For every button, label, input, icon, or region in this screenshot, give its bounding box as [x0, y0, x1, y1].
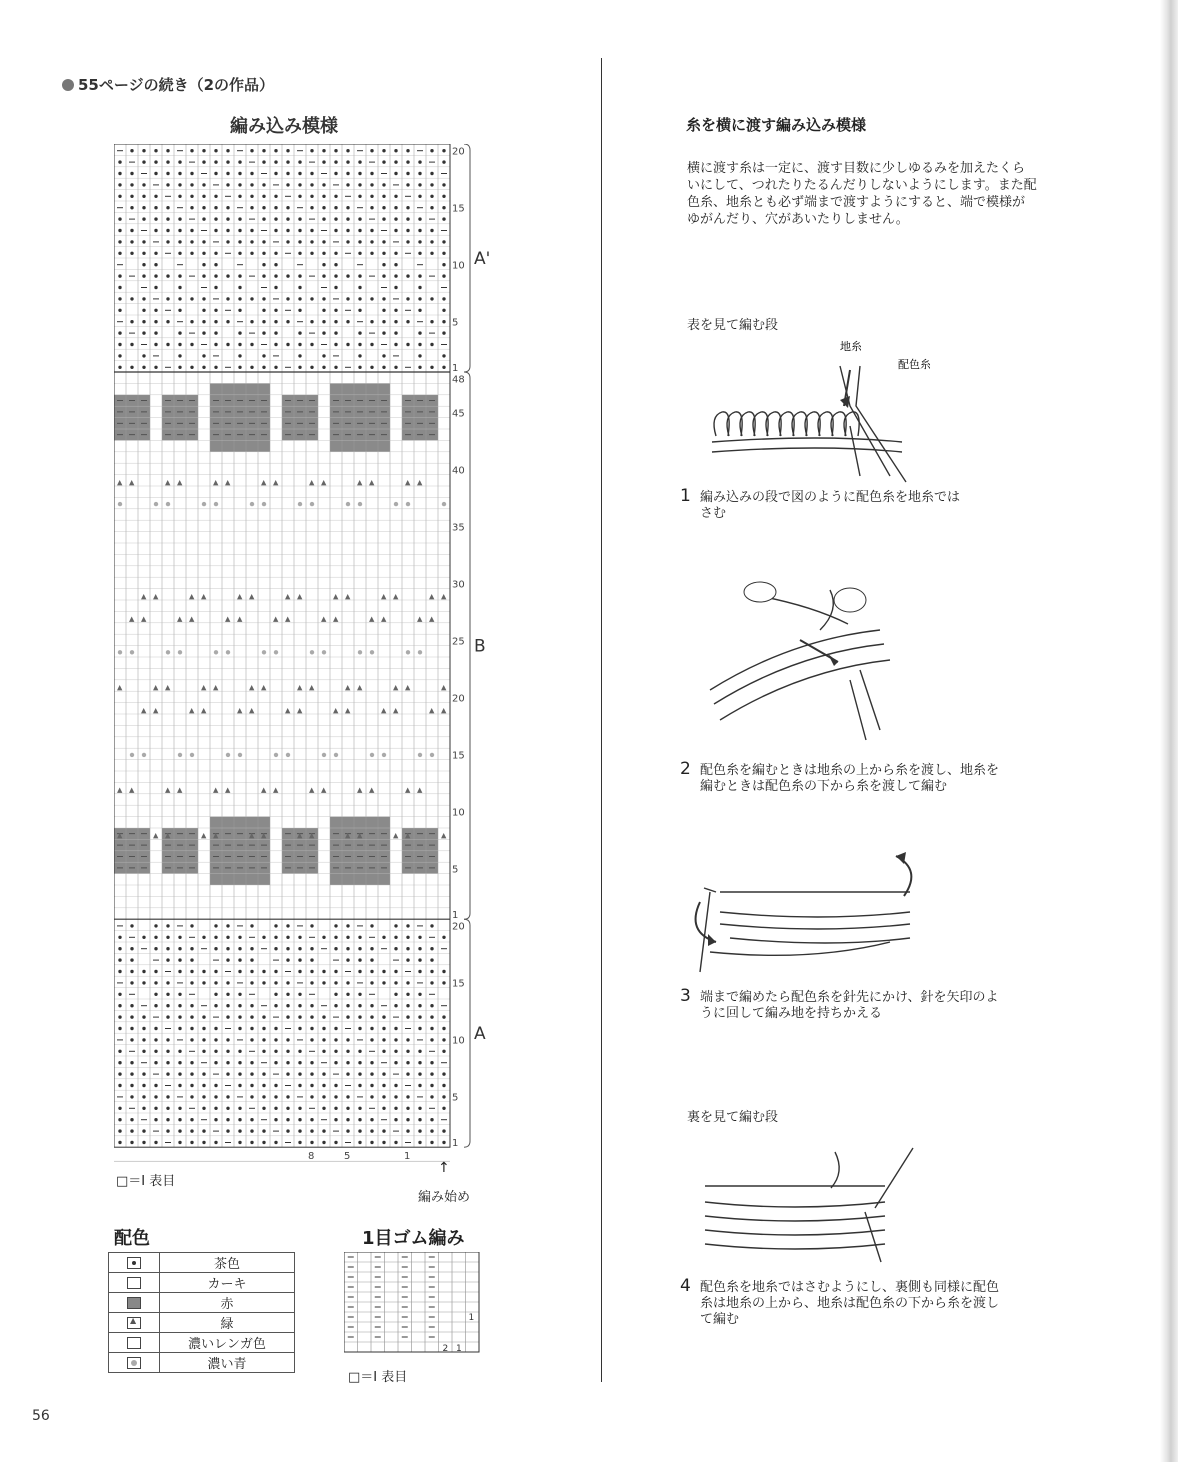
- label-ground: 地糸: [840, 340, 862, 353]
- color-name: カーキ: [160, 1273, 295, 1293]
- front-rows-heading: 表を見て編む段: [687, 318, 779, 333]
- svg-text:▲: ▲: [441, 831, 447, 840]
- svg-text:▲: ▲: [261, 478, 267, 487]
- svg-text:▲: ▲: [249, 831, 255, 840]
- svg-text:▲: ▲: [345, 706, 351, 715]
- svg-text:▲: ▲: [225, 615, 231, 624]
- row-number: 15: [452, 750, 465, 762]
- svg-text:▲: ▲: [417, 478, 423, 487]
- step-text: 端まで編めたら配色糸を針先にかけ、針を矢印のように回して編み地を持ちかえる: [700, 990, 999, 1021]
- row-number: 20: [452, 921, 465, 933]
- step-number: 2: [680, 759, 691, 779]
- rib-chart: [344, 1252, 494, 1358]
- svg-text:▲: ▲: [273, 478, 279, 487]
- illustration-step4: [695, 1142, 925, 1272]
- row-number: 35: [452, 522, 465, 534]
- svg-text:▲: ▲: [441, 706, 447, 715]
- svg-text:▲: ▲: [273, 615, 279, 624]
- start-label: 編み始め: [418, 1190, 471, 1205]
- svg-text:▲: ▲: [357, 831, 363, 840]
- step-text: 編み込みの段で図のように配色糸を地糸ではさむ: [700, 490, 961, 521]
- svg-text:▲: ▲: [165, 786, 171, 795]
- row-number: 1: [452, 363, 459, 374]
- svg-text:▲: ▲: [429, 592, 435, 601]
- step-number: 1: [680, 486, 691, 506]
- continuation-header: [62, 74, 274, 95]
- svg-text:▲: ▲: [333, 706, 339, 715]
- svg-text:▲: ▲: [309, 831, 315, 840]
- svg-text:▲: ▲: [309, 786, 315, 795]
- svg-text:▲: ▲: [285, 592, 291, 601]
- label-color: 配色糸: [898, 358, 931, 371]
- svg-text:▲: ▲: [381, 615, 387, 624]
- svg-text:▲: ▲: [345, 592, 351, 601]
- svg-text:▲: ▲: [177, 615, 183, 624]
- colors-title: 配色: [114, 1228, 150, 1249]
- column-number: 1: [404, 1151, 411, 1163]
- svg-text:▲: ▲: [369, 615, 375, 624]
- svg-text:▲: ▲: [141, 592, 147, 601]
- grey-fill-icon: [127, 1297, 141, 1309]
- svg-text:▲: ▲: [297, 706, 303, 715]
- svg-text:▲: ▲: [405, 683, 411, 692]
- svg-text:▲: ▲: [249, 683, 255, 692]
- svg-text:▲: ▲: [285, 615, 291, 624]
- bullet-icon: [62, 79, 74, 91]
- svg-text:▲: ▲: [153, 831, 159, 840]
- divider: [601, 58, 602, 1382]
- color-name: 濃いレンガ色: [160, 1333, 295, 1353]
- svg-text:▲: ▲: [249, 706, 255, 715]
- section-label: A: [474, 1024, 486, 1045]
- rib-row-number: 1: [468, 1313, 475, 1323]
- color-symbol: [109, 1273, 160, 1293]
- svg-text:▲: ▲: [405, 831, 411, 840]
- svg-text:▲: ▲: [345, 683, 351, 692]
- svg-text:▲: ▲: [333, 592, 339, 601]
- right-title: 糸を横に渡す編み込み模様: [686, 116, 867, 134]
- chart-title: 編み込み模様: [230, 116, 338, 137]
- row-number: 40: [452, 465, 465, 477]
- color-name: 茶色: [160, 1253, 295, 1273]
- color-symbol: [109, 1313, 160, 1333]
- color-row: [109, 1353, 295, 1373]
- column-number: 5: [344, 1151, 351, 1163]
- svg-text:▲: ▲: [429, 706, 435, 715]
- color-row: [109, 1253, 295, 1273]
- illustration-step3: [690, 852, 930, 982]
- color-name: 緑: [160, 1313, 295, 1333]
- svg-text:▲: ▲: [141, 615, 147, 624]
- step-number: 4: [680, 1276, 691, 1296]
- column-number: 8: [308, 1151, 315, 1163]
- svg-text:▲: ▲: [201, 831, 207, 840]
- svg-text:▲: ▲: [213, 478, 219, 487]
- color-symbol: [109, 1253, 160, 1273]
- svg-text:▲: ▲: [321, 786, 327, 795]
- blank-square-icon: [127, 1337, 141, 1349]
- color-name: 濃い青: [160, 1353, 295, 1373]
- color-row: [109, 1293, 295, 1313]
- symbol-legend: □＝Ⅰ 表目: [116, 1174, 176, 1189]
- svg-text:▲: ▲: [237, 615, 243, 624]
- triangle-icon: [127, 1317, 141, 1329]
- svg-text:▲: ▲: [177, 478, 183, 487]
- row-number: 1: [452, 1138, 459, 1150]
- color-symbol: [109, 1333, 160, 1353]
- row-number: 10: [452, 1035, 465, 1047]
- svg-text:▲: ▲: [357, 478, 363, 487]
- svg-text:▲: ▲: [321, 478, 327, 487]
- color-row: [109, 1333, 295, 1353]
- svg-text:▲: ▲: [441, 592, 447, 601]
- svg-text:▲: ▲: [225, 786, 231, 795]
- svg-text:▲: ▲: [393, 831, 399, 840]
- svg-text:▲: ▲: [345, 831, 351, 840]
- rib-column-number: 1: [456, 1344, 462, 1354]
- svg-text:▲: ▲: [117, 478, 123, 487]
- row-number: 20: [452, 146, 465, 158]
- back-rows-heading: 裏を見て編む段: [687, 1110, 779, 1125]
- svg-text:▲: ▲: [213, 683, 219, 692]
- svg-text:▲: ▲: [249, 592, 255, 601]
- svg-text:▲: ▲: [261, 831, 267, 840]
- svg-text:▲: ▲: [153, 683, 159, 692]
- svg-text:▲: ▲: [297, 831, 303, 840]
- step-2: [680, 759, 1000, 795]
- svg-text:▲: ▲: [297, 592, 303, 601]
- illustration-step2: [700, 570, 920, 750]
- svg-text:▲: ▲: [141, 706, 147, 715]
- illustration-front: [700, 336, 940, 486]
- svg-text:▲: ▲: [129, 478, 135, 487]
- row-number: 20: [452, 693, 465, 705]
- svg-text:▲: ▲: [189, 706, 195, 715]
- svg-text:▲: ▲: [309, 478, 315, 487]
- svg-text:▲: ▲: [117, 786, 123, 795]
- svg-text:▲: ▲: [393, 706, 399, 715]
- step-text: 配色糸を地糸ではさむようにし、裏側も同様に配色糸は地糸の上から、地糸は配色糸の下から糸を渡して編む: [700, 1280, 1000, 1327]
- svg-text:▲: ▲: [417, 615, 423, 624]
- svg-text:▲: ▲: [129, 615, 135, 624]
- svg-text:▲: ▲: [189, 615, 195, 624]
- row-number: 10: [452, 260, 465, 272]
- rib-column-number: 2: [442, 1344, 449, 1354]
- svg-text:▲: ▲: [369, 478, 375, 487]
- blue-dot-icon: [127, 1357, 141, 1369]
- color-name: 赤: [160, 1293, 295, 1313]
- svg-text:▲: ▲: [369, 786, 375, 795]
- page-number: 56: [32, 1408, 50, 1424]
- svg-text:▲: ▲: [237, 592, 243, 601]
- row-number: 10: [452, 807, 465, 819]
- svg-text:▲: ▲: [357, 786, 363, 795]
- row-number: 1: [452, 910, 459, 922]
- svg-text:▲: ▲: [165, 478, 171, 487]
- svg-text:▲: ▲: [201, 683, 207, 692]
- knit-chart: [114, 144, 514, 1168]
- svg-text:▲: ▲: [261, 683, 267, 692]
- rib-grid: [344, 1252, 494, 1354]
- row-number: 15: [452, 203, 465, 215]
- blank-square-icon: [127, 1277, 141, 1289]
- svg-text:▲: ▲: [333, 615, 339, 624]
- svg-text:▲: ▲: [261, 786, 267, 795]
- colors-table: [108, 1252, 295, 1373]
- page-edge: [1160, 0, 1178, 1462]
- step-1: [680, 486, 961, 522]
- svg-text:▲: ▲: [429, 615, 435, 624]
- row-number: 5: [452, 1092, 459, 1104]
- svg-text:▲: ▲: [237, 706, 243, 715]
- section-label: B: [474, 636, 486, 657]
- svg-text:▲: ▲: [405, 478, 411, 487]
- svg-text:▲: ▲: [117, 831, 123, 840]
- svg-text:▲: ▲: [417, 786, 423, 795]
- svg-text:▲: ▲: [129, 786, 135, 795]
- rib-title: 1目ゴム編み: [362, 1228, 465, 1249]
- svg-text:▲: ▲: [177, 786, 183, 795]
- svg-text:▲: ▲: [393, 683, 399, 692]
- chart-grid: [114, 144, 514, 1164]
- svg-text:▲: ▲: [225, 478, 231, 487]
- color-symbol: [109, 1353, 160, 1373]
- color-row: [109, 1273, 295, 1293]
- step-text: 配色糸を編むときは地糸の上から糸を渡し、地糸を編むときは配色糸の下から糸を渡して編む: [700, 763, 1000, 794]
- svg-text:▲: ▲: [117, 683, 123, 692]
- row-number: 45: [452, 408, 465, 420]
- svg-text:▲: ▲: [273, 786, 279, 795]
- svg-text:▲: ▲: [381, 592, 387, 601]
- svg-text:▲: ▲: [201, 592, 207, 601]
- svg-text:▲: ▲: [165, 831, 171, 840]
- svg-text:▲: ▲: [213, 786, 219, 795]
- color-symbol: [109, 1293, 160, 1313]
- row-number: 25: [452, 636, 465, 648]
- step-4: [680, 1276, 1000, 1328]
- svg-text:▲: ▲: [201, 706, 207, 715]
- svg-text:▲: ▲: [189, 592, 195, 601]
- svg-text:▲: ▲: [297, 683, 303, 692]
- svg-text:▲: ▲: [321, 615, 327, 624]
- svg-text:▲: ▲: [381, 706, 387, 715]
- arrow-up-icon: ↑: [438, 1160, 450, 1176]
- row-number: 30: [452, 579, 465, 591]
- right-body: 横に渡す糸は一定に、渡す目数に少しゆるみを加えたくらいにして、つれたりたるんだりしないようにします。また配色糸、地糸とも必ず端まで渡すようにすると、端で模様がゆがんだり、穴があいたりしません。: [687, 161, 1037, 227]
- step-number: 3: [680, 986, 691, 1006]
- continuation-text: 55ページの続き（2の作品）: [78, 76, 275, 94]
- svg-text:▲: ▲: [165, 683, 171, 692]
- color-row: [109, 1313, 295, 1333]
- svg-text:▲: ▲: [153, 592, 159, 601]
- rib-symbol-legend: □＝Ⅰ 表目: [348, 1370, 408, 1385]
- row-number: 48: [452, 374, 465, 386]
- brown-dot-icon: [127, 1257, 141, 1269]
- svg-text:▲: ▲: [285, 706, 291, 715]
- svg-text:▲: ▲: [405, 786, 411, 795]
- svg-text:▲: ▲: [213, 831, 219, 840]
- row-number: 15: [452, 978, 465, 990]
- svg-text:▲: ▲: [393, 592, 399, 601]
- step-3: [680, 986, 1000, 1022]
- row-number: 5: [452, 317, 459, 329]
- svg-text:▲: ▲: [441, 683, 447, 692]
- svg-text:▲: ▲: [357, 683, 363, 692]
- svg-text:▲: ▲: [309, 683, 315, 692]
- svg-text:▲: ▲: [153, 706, 159, 715]
- row-number: 5: [452, 864, 459, 876]
- section-label: A': [474, 249, 491, 269]
